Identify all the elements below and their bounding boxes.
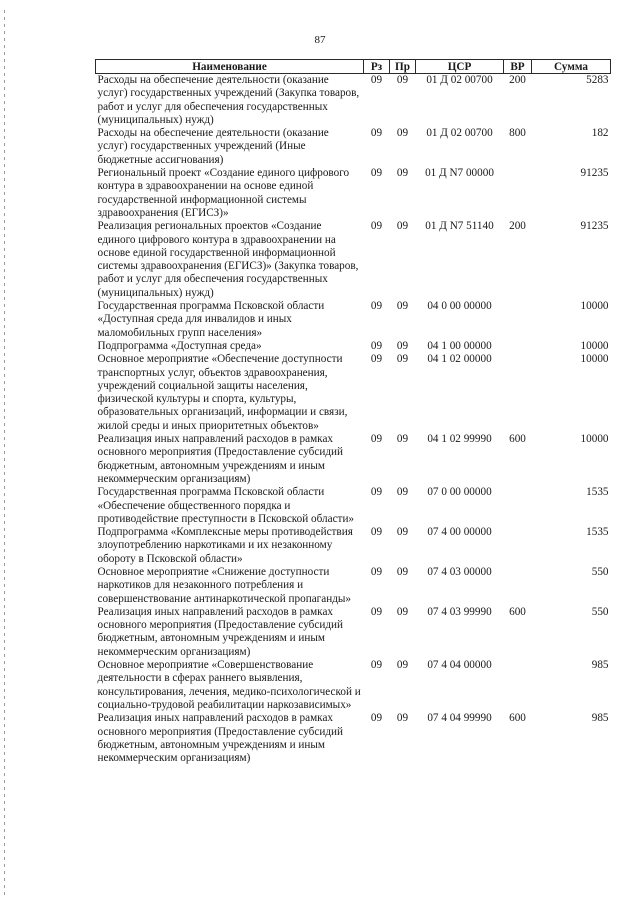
table-row	[96, 353, 611, 433]
table-row	[96, 606, 611, 659]
cell-name: Основное мероприятие «Обеспечение доступности транспортных услуг, объектов здравоохранения, учреждений социальной защиты населения, физической культуры и спорта, культуры, образовательных организаций, информации и связи, жилой среды и иных приоритетных объектов»	[97, 353, 348, 432]
cell-vr: 200	[509, 220, 526, 233]
cell-sum: 550	[591, 605, 609, 618]
cell-vr	[504, 300, 532, 340]
cell-name: Подпрограмма «Комплексные меры противодействия злоупотреблению наркотиками и их незаконному обороту в Псковской области»	[97, 526, 353, 565]
cell-csr: 04 1 02 99990	[427, 433, 492, 446]
table-row	[96, 433, 611, 486]
cell-rz: 09	[370, 353, 383, 366]
header-sum: Сумма	[532, 60, 611, 74]
cell-csr: 04 0 00 00000	[427, 300, 492, 313]
cell-rz: 09	[370, 127, 383, 140]
table-row	[96, 167, 611, 220]
cell-csr: 01 Д 02 00700	[426, 74, 493, 86]
cell-sum: 10000	[580, 300, 609, 313]
scan-edge-line	[4, 10, 5, 895]
cell-vr	[504, 340, 532, 353]
table-row	[96, 74, 611, 128]
cell-rz: 09	[370, 605, 383, 618]
cell-rz: 09	[370, 526, 383, 539]
cell-name: Подпрограмма «Доступная среда»	[97, 339, 262, 352]
cell-name: Основное мероприятие «Совершенствование деятельности в сферах раннего выявления, консультирования, лечения, медико-психологической и социально-трудовой реабилитации наркозависимых»	[97, 659, 361, 711]
cell-csr: 07 4 03 99990	[427, 605, 492, 618]
cell-vr: 800	[509, 127, 526, 140]
header-vr: ВР	[504, 60, 532, 74]
cell-name: Реализация иных направлений расходов в рамках основного мероприятия (Предоставление субсидий бюджетным, автономным учреждениям и иным некоммерческим организациям)	[97, 605, 343, 658]
budget-table	[95, 59, 611, 765]
cell-sum: 10000	[580, 339, 609, 352]
cell-pr: 09	[396, 526, 409, 539]
cell-csr: 01 Д 02 00700	[426, 127, 493, 140]
cell-pr: 09	[396, 605, 409, 618]
cell-pr: 09	[396, 433, 409, 446]
header-rz: Рз	[364, 60, 390, 74]
table-row	[96, 526, 611, 566]
cell-vr: 600	[509, 433, 526, 446]
cell-pr: 09	[396, 167, 409, 180]
cell-vr	[504, 526, 532, 566]
cell-csr: 04 1 02 00000	[427, 353, 492, 366]
cell-vr	[504, 353, 532, 433]
cell-csr: 07 4 04 00000	[427, 659, 492, 672]
cell-rz: 09	[370, 300, 383, 313]
cell-sum: 1535	[586, 526, 609, 539]
cell-sum: 985	[591, 659, 609, 672]
cell-vr: 600	[509, 605, 526, 618]
cell-csr: 07 4 00 00000	[427, 526, 492, 539]
cell-pr: 09	[396, 339, 409, 352]
table-row	[96, 220, 611, 300]
cell-rz: 09	[370, 659, 383, 672]
cell-sum: 985	[591, 712, 609, 725]
table-row	[96, 486, 611, 526]
cell-rz: 09	[370, 486, 383, 499]
cell-vr	[504, 566, 532, 606]
page-number: 87	[314, 34, 326, 46]
cell-rz: 09	[370, 220, 383, 233]
cell-pr: 09	[396, 353, 409, 366]
cell-vr	[504, 167, 532, 220]
cell-name: Расходы на обеспечение деятельности (оказание услуг) государственных учреждений (Иные бюджетные ассигнования)	[97, 127, 329, 166]
cell-rz: 09	[370, 74, 383, 86]
table-row	[96, 659, 611, 712]
cell-pr: 09	[396, 486, 409, 499]
table-row	[96, 300, 611, 340]
cell-csr: 01 Д N7 00000	[425, 167, 494, 180]
cell-vr: 600	[509, 712, 526, 725]
cell-name: Расходы на обеспечение деятельности (оказание услуг) государственных учреждений (Закупка товаров, работ и услуг для обеспечения государственных (муниципальных) нужд)	[97, 74, 360, 126]
cell-sum: 91235	[580, 167, 609, 180]
table-row	[96, 566, 611, 606]
cell-sum: 5283	[586, 74, 609, 86]
table-row	[96, 712, 611, 765]
cell-name: Реализация региональных проектов «Создание единого цифрового контура в здравоохранении на основе единой государственной информационной системы здравоохранения (ЕГИСЗ)» (Закупка товаров, работ и услуг для обеспечения государственных (муниципальных) нужд)	[97, 220, 359, 299]
cell-pr: 09	[396, 659, 409, 672]
cell-name: Государственная программа Псковской области «Доступная среда для инвалидов и иных маломобильных групп населения»	[97, 300, 325, 339]
cell-csr: 07 4 03 00000	[427, 565, 492, 578]
cell-rz: 09	[370, 339, 383, 352]
cell-vr	[504, 486, 532, 526]
cell-name: Реализация иных направлений расходов в рамках основного мероприятия (Предоставление субсидий бюджетным, автономным учреждениям и иным некоммерческим организациям)	[97, 433, 343, 485]
cell-pr: 09	[396, 565, 409, 578]
cell-csr: 04 1 00 00000	[427, 339, 492, 352]
cell-sum: 10000	[580, 433, 609, 446]
cell-csr: 01 Д N7 51140	[425, 220, 494, 233]
header-csr: ЦСР	[416, 60, 504, 74]
cell-pr: 09	[396, 74, 409, 86]
cell-sum: 91235	[580, 220, 609, 233]
cell-csr: 07 0 00 00000	[427, 486, 492, 499]
cell-sum: 10000	[580, 353, 609, 366]
cell-sum: 550	[591, 565, 609, 578]
cell-pr: 09	[396, 712, 409, 725]
cell-csr: 07 4 04 99990	[427, 712, 492, 725]
cell-rz: 09	[370, 167, 383, 180]
cell-pr: 09	[396, 300, 409, 313]
table-row	[96, 127, 611, 167]
table-header-row	[96, 60, 611, 74]
table-row	[96, 340, 611, 353]
cell-name: Основное мероприятие «Снижение доступности наркотиков для незаконного потребления и совершенствование антинаркотической пропаганды»	[97, 565, 352, 605]
cell-sum: 182	[591, 127, 609, 140]
cell-pr: 09	[396, 220, 409, 233]
header-pr: Пр	[390, 60, 416, 74]
cell-sum: 1535	[586, 486, 609, 499]
cell-rz: 09	[370, 433, 383, 446]
header-name: Наименование	[96, 60, 364, 74]
cell-pr: 09	[396, 127, 409, 140]
cell-vr	[504, 659, 532, 712]
cell-name: Региональный проект «Создание единого цифрового контура в здравоохранении на основе единой государственной информационной системы здравоохранения (ЕГИСЗ)»	[97, 167, 350, 219]
cell-name: Государственная программа Псковской области «Обеспечение общественного порядка и противодействие преступности в Псковской области»	[97, 486, 355, 525]
cell-vr: 200	[509, 74, 526, 86]
cell-rz: 09	[370, 565, 383, 578]
cell-name: Реализация иных направлений расходов в рамках основного мероприятия (Предоставление субсидий бюджетным, автономным учреждениям и иным некоммерческим организациям)	[97, 712, 343, 765]
cell-rz: 09	[370, 712, 383, 725]
